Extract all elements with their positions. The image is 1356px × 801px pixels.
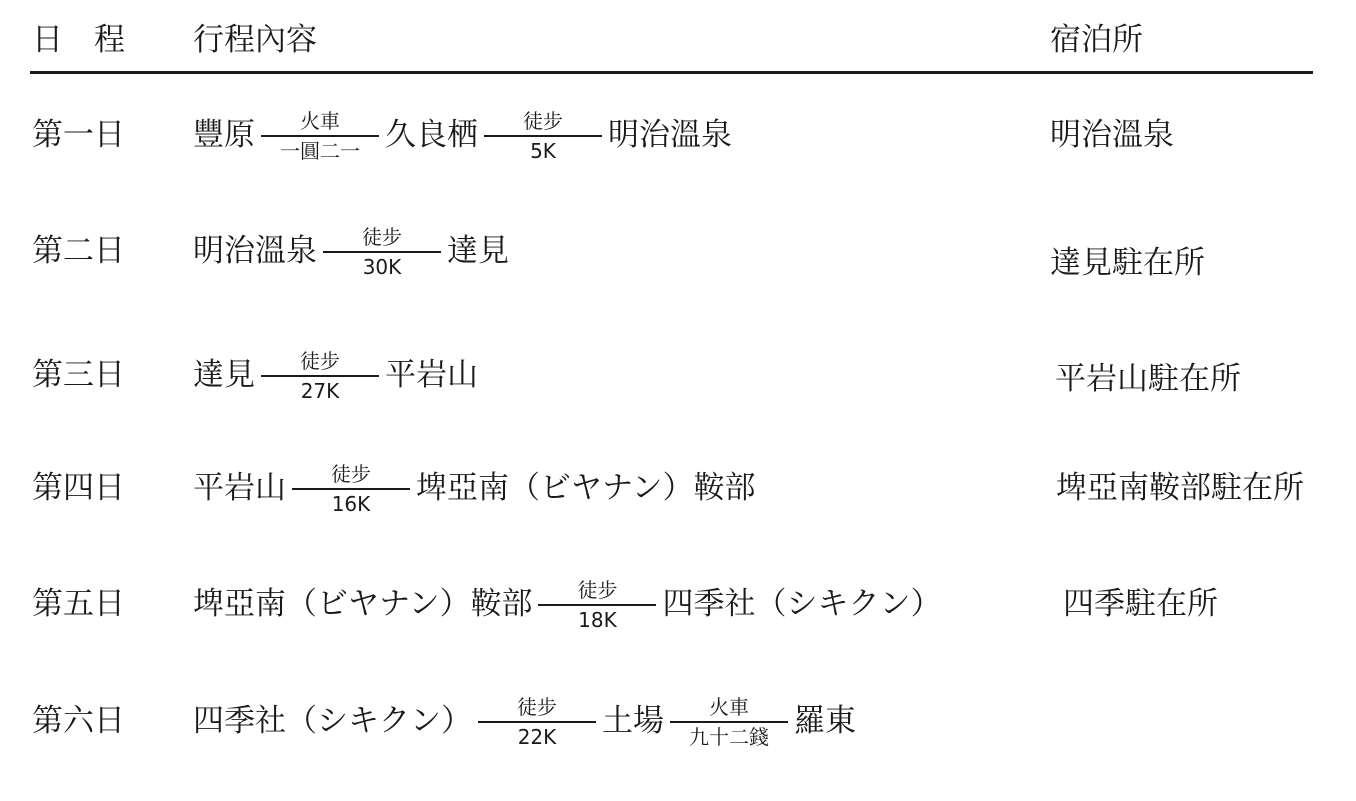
- itinerary-row-2: [0, 225, 1356, 331]
- place: 埤亞南（ビヤナン）鞍部: [416, 470, 756, 506]
- travel-segment: [670, 695, 788, 749]
- segment-line: [261, 135, 379, 137]
- route: [193, 462, 756, 516]
- segment-line: [484, 135, 602, 137]
- travel-mode: 徒步: [517, 695, 557, 719]
- header-day: 日 程: [32, 22, 125, 58]
- travel-distance: 30K: [362, 255, 402, 279]
- segment-line: [670, 721, 788, 723]
- travel-segment: [292, 462, 410, 516]
- route: [193, 578, 942, 632]
- day-label: 第三日: [32, 357, 125, 393]
- place: 四季社（シキクン）: [193, 703, 472, 739]
- lodging: 平岩山駐在所: [1055, 361, 1241, 397]
- place: 四季社（シキクン）: [662, 586, 942, 622]
- place: 埤亞南（ビヤナン）鞍部: [193, 586, 533, 622]
- place: 達見: [193, 357, 255, 393]
- travel-mode: 徒步: [362, 225, 402, 249]
- travel-segment: [478, 695, 596, 749]
- lodging: 埤亞南鞍部駐在所: [1056, 470, 1304, 506]
- place: 羅東: [794, 703, 856, 739]
- place: 豐原: [193, 117, 255, 153]
- day-label: 第四日: [32, 470, 125, 506]
- route: [193, 109, 732, 163]
- segment-line: [261, 375, 379, 377]
- segment-line: [323, 251, 441, 253]
- travel-mode: 火車: [300, 109, 340, 133]
- route: [193, 695, 856, 749]
- place: 明治溫泉: [193, 233, 317, 269]
- segment-line: [538, 604, 656, 606]
- header-route: 行程內容: [193, 22, 317, 58]
- day-label: 第二日: [32, 233, 125, 269]
- lodging: 達見駐在所: [1050, 245, 1205, 281]
- itinerary-row-1: [0, 109, 1356, 215]
- day-label: 第一日: [32, 117, 125, 153]
- lodging: 明治溫泉: [1050, 117, 1174, 153]
- header-lodging: 宿泊所: [1050, 22, 1143, 58]
- travel-distance: 27K: [300, 379, 340, 403]
- travel-distance: 16K: [331, 492, 371, 516]
- segment-line: [292, 488, 410, 490]
- itinerary-row-3: [0, 349, 1356, 455]
- route: [193, 349, 478, 403]
- place: 久良栖: [385, 117, 478, 153]
- travel-fare: 九十二錢: [689, 725, 769, 749]
- itinerary-row-5: [0, 578, 1356, 684]
- travel-segment: [323, 225, 441, 279]
- travel-mode: 徒步: [523, 109, 563, 133]
- travel-segment: [261, 349, 379, 403]
- travel-mode: 徒步: [577, 578, 618, 602]
- travel-fare: 一圓二一: [280, 139, 360, 163]
- travel-segment: [261, 109, 379, 163]
- itinerary-row-4: [0, 462, 1356, 568]
- travel-segment: [538, 578, 656, 632]
- segment-line: [478, 721, 596, 723]
- place: 土場: [602, 703, 664, 739]
- place: 達見: [447, 233, 509, 269]
- route: [193, 225, 509, 279]
- itinerary-row-6: [0, 695, 1356, 801]
- place: 平岩山: [193, 470, 286, 506]
- day-label: 第五日: [32, 586, 125, 622]
- day-label: 第六日: [32, 703, 125, 739]
- travel-distance: 5K: [530, 139, 556, 163]
- travel-mode: 徒步: [300, 349, 340, 373]
- header-rule: [30, 71, 1313, 74]
- travel-distance: 22K: [517, 725, 557, 749]
- travel-distance: 18K: [578, 608, 617, 632]
- travel-segment: [484, 109, 602, 163]
- lodging: 四季駐在所: [1063, 586, 1218, 622]
- place: 明治溫泉: [608, 117, 732, 153]
- travel-mode: 徒步: [331, 462, 371, 486]
- travel-mode: 火車: [709, 695, 749, 719]
- place: 平岩山: [385, 357, 478, 393]
